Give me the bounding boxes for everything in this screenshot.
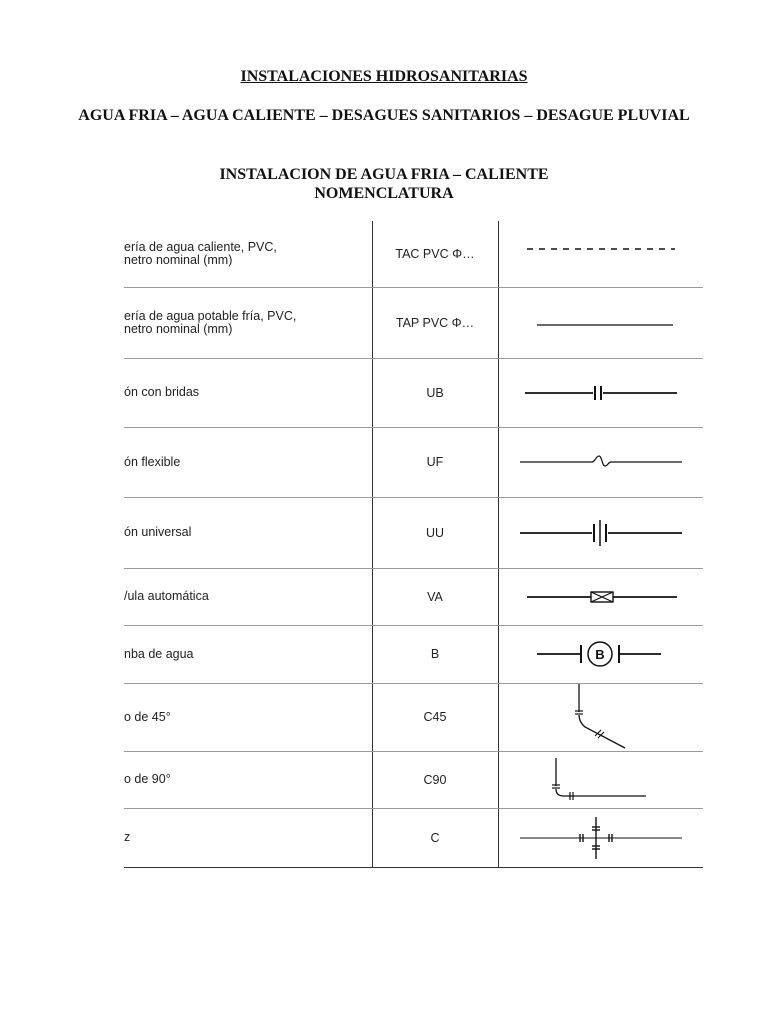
table-row [124,287,703,358]
row-description: o de 45° [124,709,171,724]
row-description: /ula automática [124,589,209,604]
elbow-45-symbol [561,684,641,750]
table-row [124,808,703,867]
dashed-line-symbol [521,244,681,264]
row-abbreviation: C90 [423,772,447,787]
document-subtitle: AGUA FRIA – AGUA CALIENTE – DESAGUES SANITARIOS – DESAGUE PLUVIAL [78,107,690,124]
nomenclature-table [124,221,703,868]
row-description: ón flexible [124,454,181,469]
cross-fitting-symbol [516,815,686,861]
document-title: INSTALACIONES HIDROSANITARIAS [240,68,528,85]
table-row [124,221,703,287]
water-pump-symbol [531,639,671,669]
table-row [124,358,703,427]
section-heading: INSTALACION DE AGUA FRIA – CALIENTE [219,166,549,183]
row-description: z [124,830,131,845]
nomenclature-heading: NOMENCLATURA [314,185,454,202]
table-row [124,751,703,808]
table-row [124,625,703,683]
automatic-valve-symbol [521,585,681,609]
elbow-90-symbol [546,756,656,804]
universal-union-symbol [516,518,686,548]
row-description: ería de agua potable fría, PVC, netro nominal (mm) [124,308,297,336]
flexible-union-symbol [516,450,686,474]
row-abbreviation: TAC PVC Φ… [395,246,475,261]
table-row [124,683,703,751]
solid-line-symbol [521,313,681,333]
flange-union-symbol [521,381,681,405]
row-abbreviation: UB [426,385,444,400]
row-description: nba de agua [124,646,194,661]
table-row [124,568,703,625]
row-description: ería de agua caliente, PVC, netro nominal (mm) [124,239,277,267]
table-row [124,497,703,568]
row-description: ón universal [124,525,192,540]
row-abbreviation: B [430,647,440,662]
row-abbreviation: C45 [423,710,447,725]
row-description: o de 90° [124,772,171,787]
pump-label: B [595,647,605,663]
row-abbreviation: VA [427,589,443,604]
row-description: ón con bridas [124,385,200,400]
row-abbreviation: C [430,830,440,845]
row-abbreviation: TAP PVC Φ… [395,315,475,330]
row-abbreviation: UF [426,455,444,470]
row-abbreviation: UU [425,525,445,540]
table-row [124,427,703,497]
